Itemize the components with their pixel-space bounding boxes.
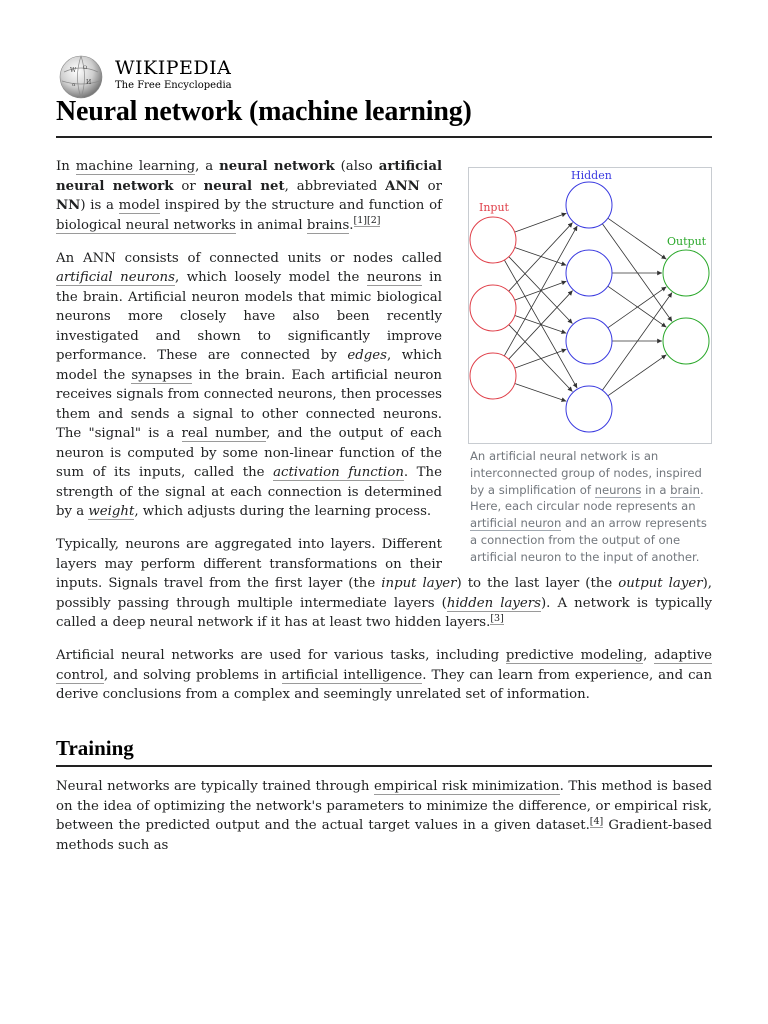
connection-arrow-input-2-to-hidden-3: [515, 383, 567, 401]
caption-text: in a: [641, 482, 671, 497]
training-paragraph-1: [56, 777, 712, 855]
link-machine-learning[interactable]: machine learning: [75, 159, 196, 174]
citation-ref: [590, 816, 603, 828]
connection-arrow-input-0-to-hidden-0: [515, 213, 567, 232]
svg-text:Ω: Ω: [83, 65, 88, 71]
citation-link-4[interactable]: [4]: [589, 815, 604, 827]
link-artificial-intelligence[interactable]: artificial intelligence: [281, 667, 423, 683]
text: ). A network is typically called a deep neural network if it has at least two hidden layers.: [56, 595, 712, 630]
hidden-neuron-0: [566, 182, 612, 228]
neural-network-diagram: [469, 168, 711, 443]
text: ) to the last layer (the: [456, 576, 619, 591]
infobox-figure: [468, 167, 712, 566]
citation-ref: [490, 613, 503, 625]
citation-ref: [354, 215, 381, 227]
text: inspired by the structure and function of: [159, 198, 442, 213]
text: (also: [334, 159, 379, 174]
connection-arrow-hidden-2-to-output-0: [608, 287, 667, 328]
connection-arrow-input-0-to-hidden-1: [515, 247, 567, 265]
output-layer-label: Output: [667, 235, 707, 248]
text: or: [419, 178, 442, 194]
link-empirical-risk-minimization[interactable]: empirical risk minimization: [373, 779, 560, 794]
input-neuron-1: [470, 285, 516, 331]
output-neuron-1: [663, 318, 709, 364]
bold-term: ANN: [385, 178, 420, 194]
text: Artificial neural networks are used for various tasks, including: [56, 648, 506, 663]
text: , which adjusts during the learning process.: [134, 504, 432, 519]
link-brains[interactable]: brains: [306, 217, 350, 233]
section-divider: [56, 765, 712, 767]
link-adaptive-control[interactable]: adaptive control: [56, 648, 712, 683]
link-activation-function[interactable]: [273, 465, 404, 481]
link-neurons[interactable]: neurons: [366, 270, 422, 285]
neuron-nodes: [470, 182, 709, 432]
connection-arrow-hidden-3-to-output-1: [608, 355, 667, 396]
text: . They can learn from experience, and can derive conclusions from a complex and seemingly unrelated set of information.: [56, 667, 713, 702]
hidden-neuron-1: [566, 250, 612, 296]
text: . The strength of the signal at each connection is determined by a: [56, 465, 442, 519]
link-synapses[interactable]: synapses: [131, 367, 193, 383]
connection-arrow-hidden-1-to-output-1: [608, 286, 667, 327]
text: An ANN consists of connected units or nodes called: [56, 250, 442, 266]
caption-text: and an arrow represents a connection from the output of one artificial neuron to the input of another.: [470, 516, 707, 564]
bold-term: neural network: [219, 159, 335, 174]
italic-term: output layer: [618, 576, 703, 591]
article-content: [56, 157, 712, 869]
text: ), possibly passing through multiple intermediate layers (: [56, 576, 712, 611]
output-neuron-0: [663, 250, 709, 296]
connection-arrow-input-1-to-hidden-0: [509, 223, 573, 292]
italic-term: input layer: [381, 576, 457, 591]
connection-arrow-input-1-to-hidden-3: [509, 325, 573, 392]
wordmark[interactable]: WIKIPEDIA: [115, 57, 232, 79]
text: ,: [643, 648, 655, 663]
connection-arrows: [504, 213, 672, 401]
italic-term: edges: [347, 348, 387, 363]
text: Typically, neurons are aggregated into layers. Different layers may perform different transformations on their inputs. Signals travel from the first layer (the: [56, 537, 442, 591]
link-biological-neural-networks[interactable]: biological neural networks: [56, 217, 236, 233]
citation-link-2[interactable]: [2]: [366, 215, 381, 227]
italic-term: weight: [88, 504, 135, 519]
text: . This method is based on the idea of optimizing the network's parameters to minimize the difference, or empirical risk, between the predicted output and the actual target values in a given dataset.: [56, 779, 713, 833]
text: ) is a: [80, 198, 119, 213]
page-title: Neural network (machine learning): [56, 96, 472, 127]
text: .: [349, 217, 354, 233]
text: in animal: [235, 217, 307, 233]
text: , which model the: [56, 348, 442, 383]
link-model[interactable]: model: [118, 198, 160, 213]
connection-arrow-input-2-to-hidden-2: [515, 349, 567, 368]
text: , abbreviated: [284, 178, 386, 194]
caption-text: . Here, each circular node represents an: [470, 482, 704, 514]
title-divider: [56, 136, 712, 138]
connection-arrow-hidden-0-to-output-0: [608, 218, 667, 259]
text: Neural networks are typically trained through: [56, 779, 374, 794]
connection-arrow-input-1-to-hidden-2: [515, 315, 567, 333]
text: or: [173, 178, 204, 194]
hidden-neuron-3: [566, 386, 612, 432]
intro-paragraph-4: [56, 646, 712, 705]
italic-term: artificial neurons: [56, 270, 175, 285]
hidden-neuron-2: [566, 318, 612, 364]
link-artificial-neurons[interactable]: [56, 270, 175, 286]
caption-text: An artificial neural network is an interconnected group of nodes, inspired by a simplification of: [470, 449, 702, 497]
input-neuron-0: [470, 217, 516, 263]
connection-arrow-input-0-to-hidden-2: [509, 257, 573, 324]
text: in the brain. Each artificial neuron receives signals from connected neurons, then processes them and sends a signal to other connected neurons. The "signal" is a: [56, 367, 442, 441]
text: , and solving problems in: [103, 667, 282, 683]
text: in the brain. Artificial neuron models that mimic biological neurons more closely have also been recently investigated and shown to significantly improve performance. These are connected by: [56, 270, 442, 363]
italic-term: activation function: [273, 465, 404, 480]
figure-caption: [468, 448, 712, 566]
link-hidden-layers[interactable]: [447, 596, 541, 612]
section-heading-training: Training: [56, 735, 134, 760]
svg-text:И: И: [86, 79, 92, 86]
text: In: [56, 159, 76, 174]
svg-text:W: W: [70, 67, 77, 74]
caption-link-neurons[interactable]: neurons: [594, 482, 642, 497]
link-predictive-modeling[interactable]: predictive modeling: [505, 648, 644, 663]
caption-link-artificial-neuron[interactable]: artificial neuron: [470, 516, 562, 531]
figure-image-frame[interactable]: [468, 167, 712, 444]
tagline: The Free Encyclopedia: [115, 80, 232, 91]
input-layer-label: Input: [479, 201, 509, 214]
bold-term: neural net: [203, 178, 285, 194]
connection-arrow-input-2-to-hidden-1: [509, 291, 573, 360]
input-neuron-2: [470, 353, 516, 399]
svg-text:α: α: [72, 82, 76, 88]
text: , a: [195, 159, 220, 174]
link-weight[interactable]: [88, 504, 134, 520]
italic-term: hidden layers: [446, 595, 541, 611]
bold-term: NN: [56, 198, 81, 213]
link-real-number[interactable]: real number: [181, 426, 267, 441]
text: , and the output of each neuron is computed by some non-linear function of the sum of its inputs, called the: [56, 426, 442, 480]
text: , which loosely model the: [174, 270, 367, 285]
citation-link-1[interactable]: [1]: [353, 215, 367, 227]
citation-link-3[interactable]: [3]: [490, 612, 504, 624]
wikipedia-globe-logo[interactable]: [56, 54, 106, 100]
text: Gradient-based methods such as: [56, 818, 712, 853]
hidden-layer-label: Hidden: [571, 169, 612, 182]
bold-term: artificial neural network: [56, 159, 442, 194]
caption-link-brain[interactable]: brain: [670, 482, 700, 497]
